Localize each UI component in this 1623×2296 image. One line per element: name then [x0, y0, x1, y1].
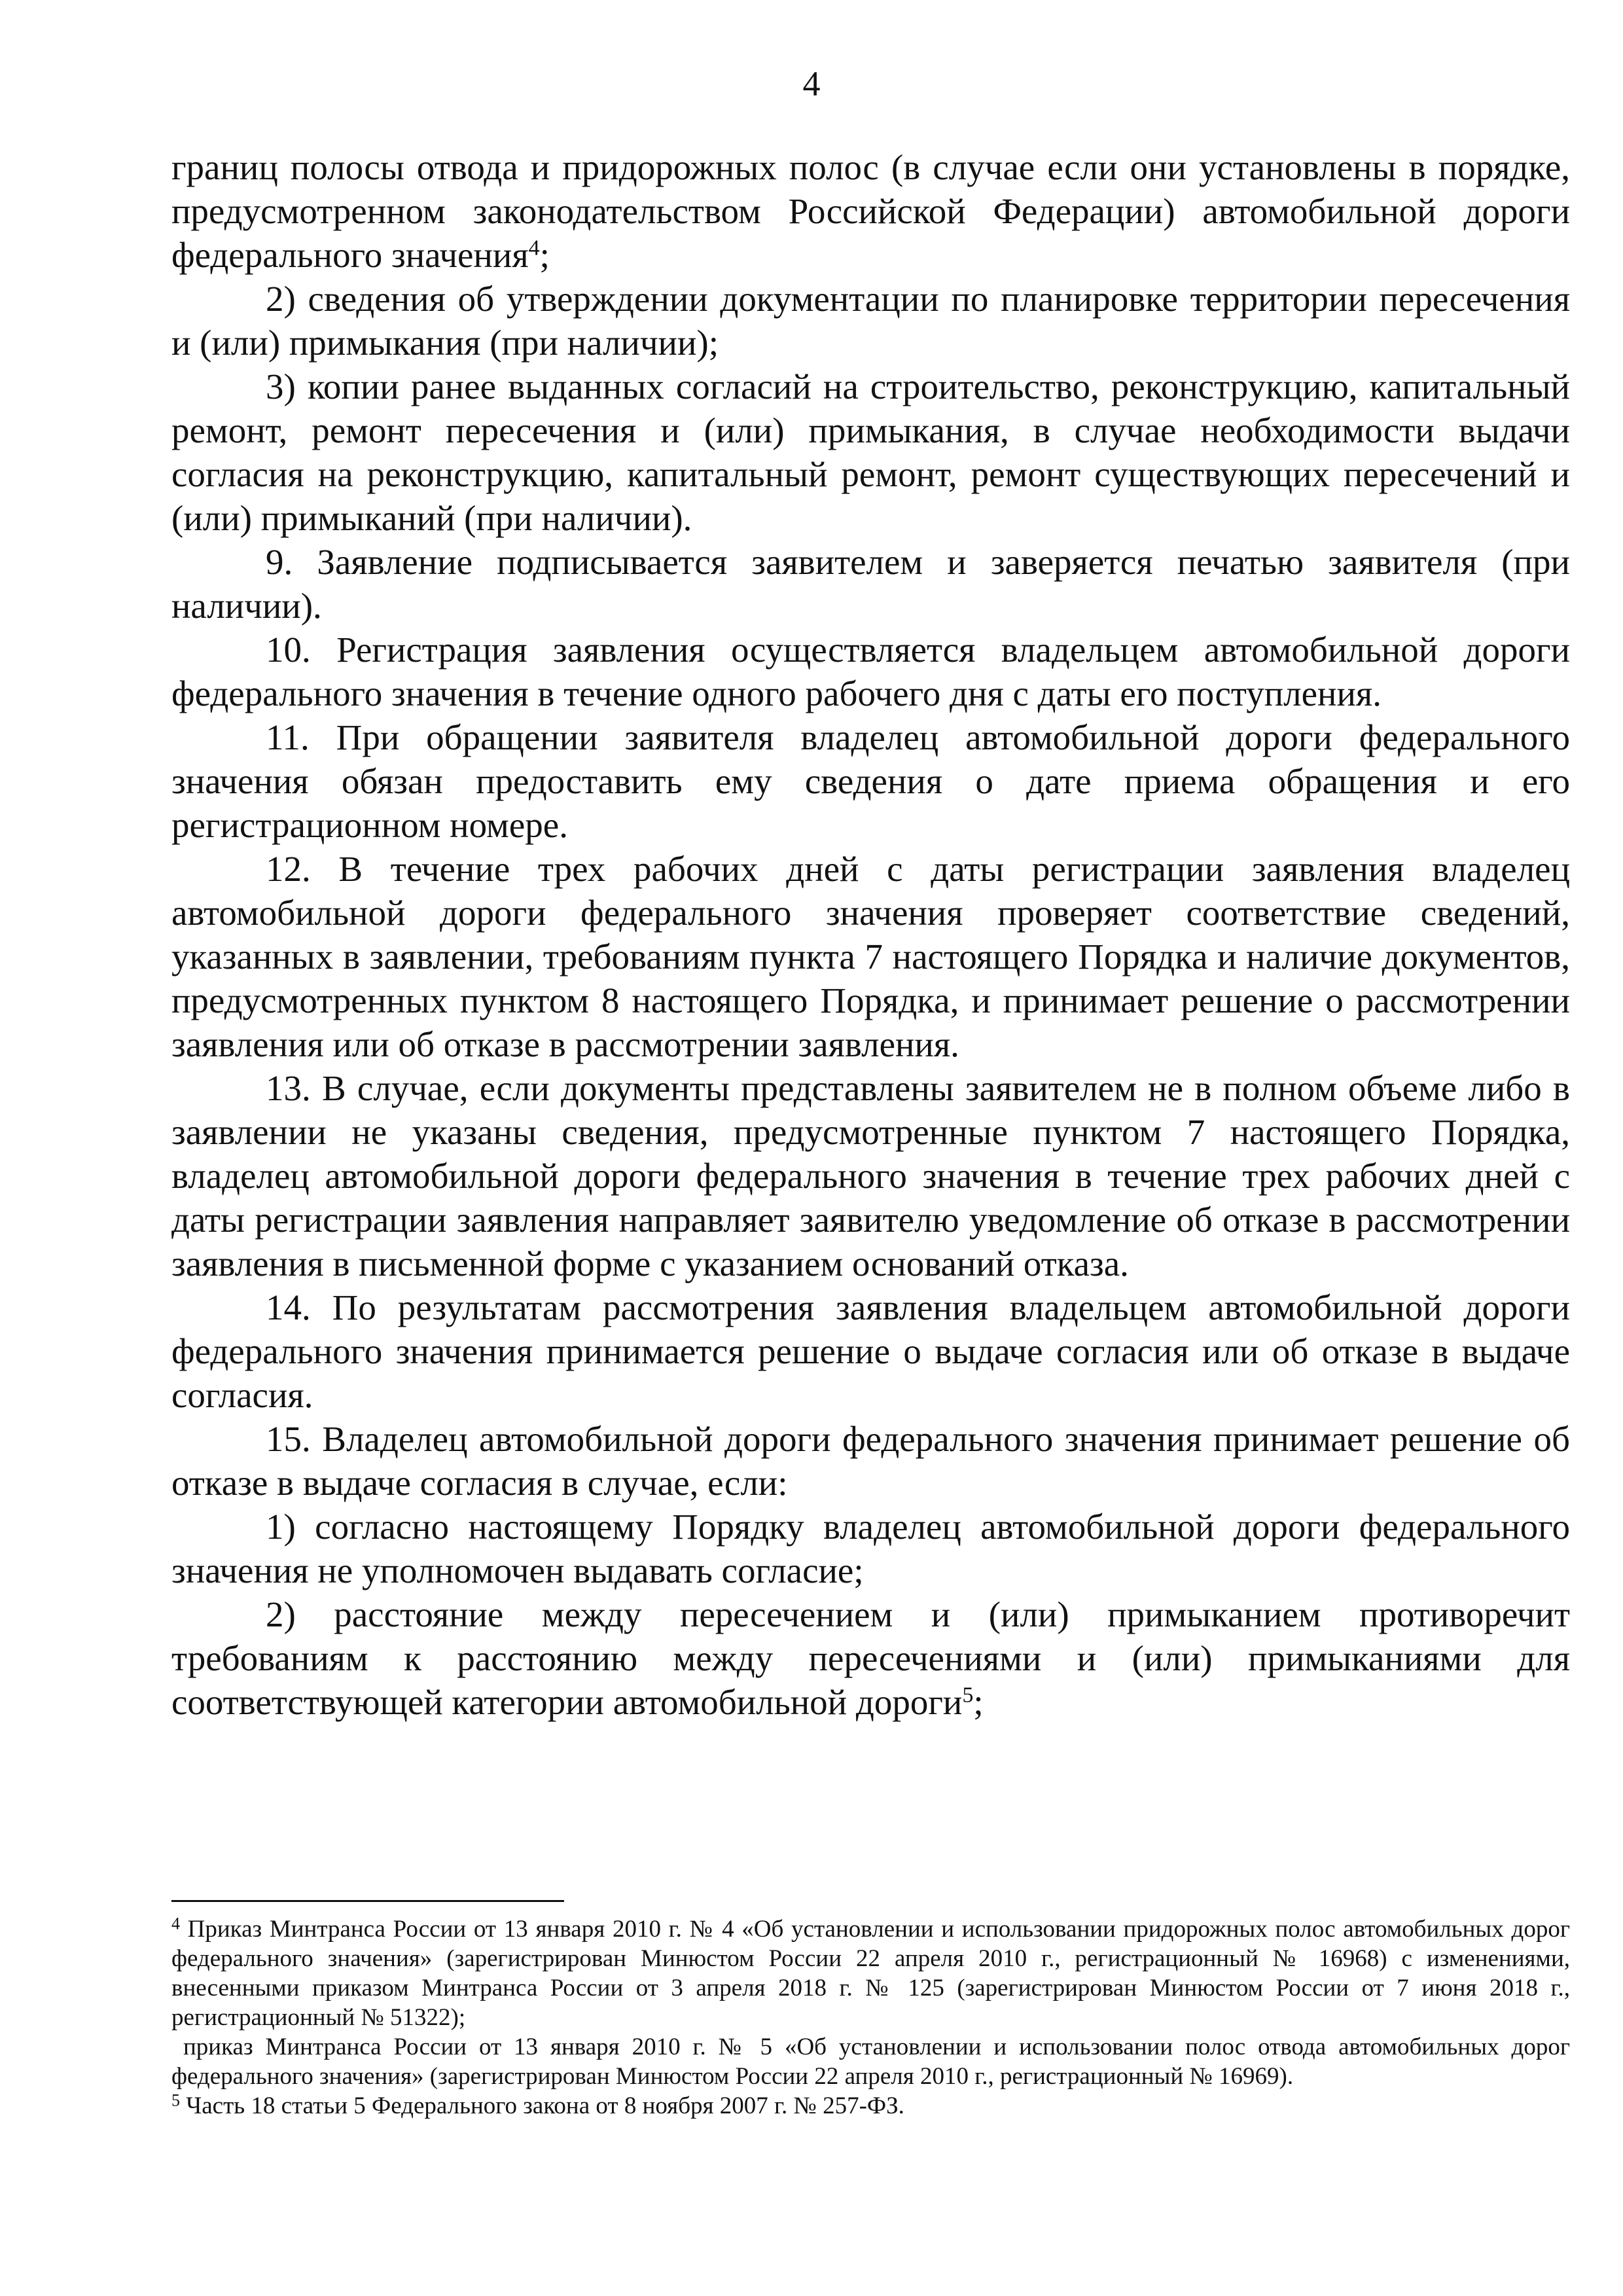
paragraph-text-end: ;: [973, 1682, 984, 1722]
footnote-mark: 5: [171, 2090, 180, 2110]
paragraph-item-2-distance: [171, 1592, 1570, 1724]
paragraph-item-2: 2) сведения об утверждении документации по планировке территории пересечения и (или) примыкания (при наличии);: [171, 279, 1570, 363]
paragraph-clause-12: 12. В течение трех рабочих дней с даты регистрации заявления владелец автомобильной дороги федерального значения проверяет соответствие сведений, указанных в заявлении, требованиям пункта 7 настоящего Порядка и наличие документов, предусмотренных пунктом 8 настоящего Порядка, и принимает решение о рассмотрении заявления или об отказе в рассмотрении заявления.: [171, 849, 1570, 1064]
paragraph-clause-11: 11. При обращении заявителя владелец автомобильной дороги федерального значения обязан предоставить ему сведения о дате приема обращения и его регистрационном номере.: [171, 717, 1570, 845]
paragraph-item-3: 3) копии ранее выданных согласий на строительство, реконструкцию, капитальный ремонт, ремонт пересечения и (или) примыкания, в случае необходимости выдачи согласия на реконструкцию, капитальный ремонт, ремонт существующих пересечений и (или) примыканий (при наличии).: [171, 367, 1570, 538]
paragraph-text: границ полосы отвода и придорожных полос (в случае если они установлены в порядке, предусмотренном законодательством Российской Федерации) автомобильной дороги федерального значения: [171, 147, 1570, 275]
footnote-mark: 4: [171, 1914, 180, 1933]
page-number: 4: [802, 64, 821, 103]
footnote-reference-4[interactable]: 4: [528, 236, 540, 260]
paragraph-clause-13: 13. В случае, если документы представлены заявителем не в полном объеме либо в заявлении не указаны сведения, предусмотренные пунктом 7 настоящего Порядка, владелец автомобильной дороги федерального значения в течение трех рабочих дней с даты регистрации заявления направляет заявителю уведомление об отказе в рассмотрении заявления в письменной форме с указанием оснований отказа.: [171, 1068, 1570, 1283]
paragraph-item-1: 1) согласно настоящему Порядку владелец автомобильной дороги федерального значения не уполномочен выдавать согласие;: [171, 1507, 1570, 1590]
footnote-text: Приказ Минтранса России от 13 января 2010 г. № 4 «Об установлении и использовании придорожных полос автомобильных дорог федерального значения» (зарегистрирован Минюстом России 22 апреля 2010 г., регистрационный № 16968) с изменениями, внесенными приказом Минтранса России от 3 апреля 2018 г. № 125 (зарегистрирован Минюстом России от 7 июня 2018 г., регистрационный № 51322);: [171, 1916, 1570, 2031]
footnotes: [171, 1914, 1570, 2121]
footnote-5: [171, 2091, 1570, 2121]
paragraph-clause-15: 15. Владелец автомобильной дороги федерального значения принимает решение об отказе в выдаче согласия в случае, если:: [171, 1419, 1570, 1503]
footnote-4-continuation: [171, 2032, 1570, 2091]
paragraph-clause-9: 9. Заявление подписывается заявителем и заверяется печатью заявителя (при наличии).: [171, 542, 1570, 626]
paragraph-clause-14: 14. По результатам рассмотрения заявления владельцем автомобильной дороги федерального значения принимается решение о выдаче согласия или об отказе в выдаче согласия.: [171, 1287, 1570, 1415]
footnote-text: приказ Минтранса России от 13 января 2010 г. № 5 «Об установлении и использовании полос отвода автомобильных дорог федерального значения» (зарегистрирован Минюстом России 22 апреля 2010 г., регистрационный № 16969).: [171, 2034, 1570, 2090]
document-body: [171, 145, 1570, 1724]
footnote-separator: [171, 1900, 564, 1902]
paragraph-text-end: ;: [539, 235, 550, 275]
paragraph-clause-10: 10. Регистрация заявления осуществляется владельцем автомобильной дороги федерального значения в течение одного рабочего дня с даты его поступления.: [171, 630, 1570, 713]
footnote-text: Часть 18 статьи 5 Федерального закона от 8 ноября 2007 г. № 257-ФЗ.: [179, 2092, 904, 2119]
paragraph-text: 2) расстояние между пересечением и (или) примыканием противоречит требованиям к расстоянию между пересечениями и (или) примыканиями для соответствующей категории автомобильной дороги: [171, 1594, 1570, 1722]
footnote-reference-5[interactable]: 5: [962, 1683, 974, 1708]
paragraph-continuation: [171, 145, 1570, 277]
footnote-4: [171, 1914, 1570, 2032]
